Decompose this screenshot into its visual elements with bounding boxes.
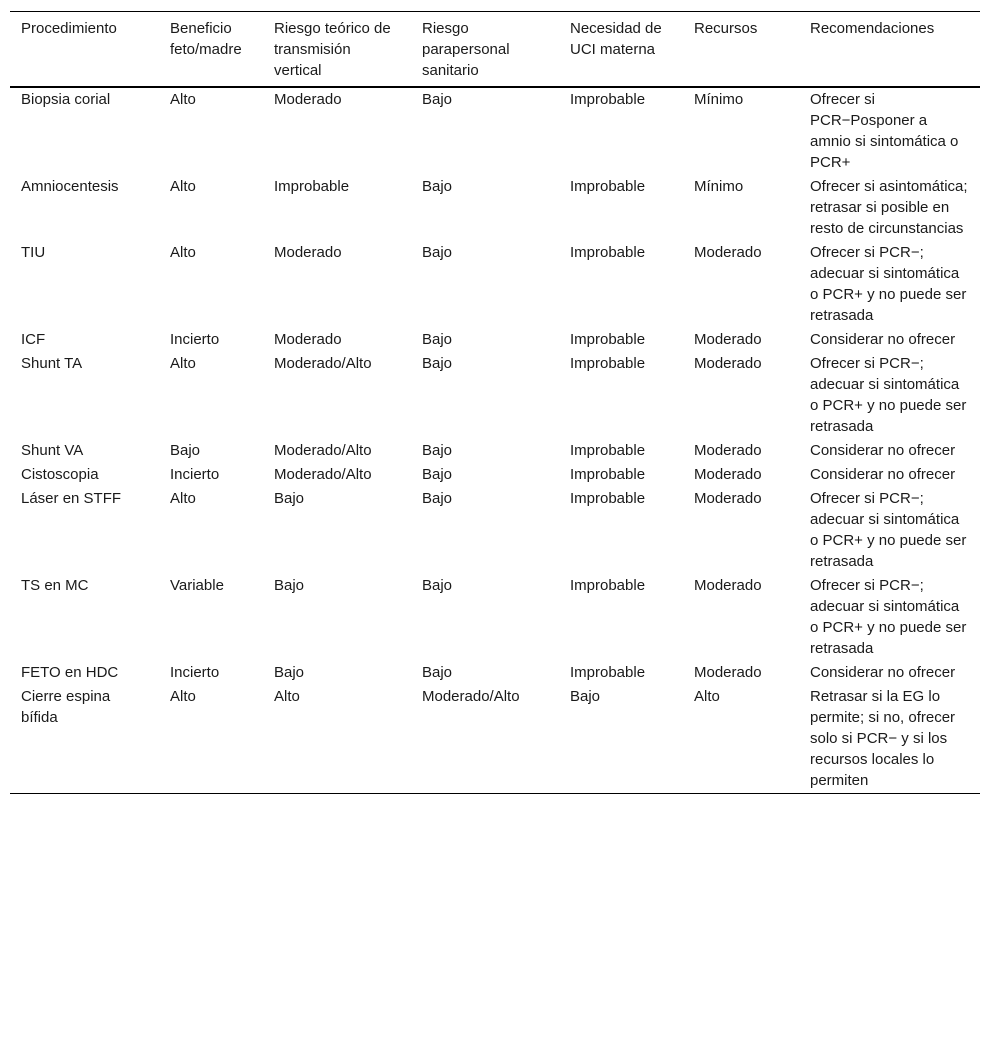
cell-necesidad-uci: Improbable <box>570 91 646 108</box>
cell-riesgo-transmision: Bajo <box>274 490 305 507</box>
cell-recursos: Moderado <box>694 577 762 594</box>
cell-procedimiento: TS en MC <box>21 577 89 594</box>
cell-necesidad-uci: Improbable <box>570 244 646 261</box>
cell-procedimiento: Cierre espina bífida <box>21 688 111 726</box>
cell-necesidad-uci: Bajo <box>570 688 601 705</box>
cell-riesgo-transmision: Moderado <box>274 91 342 108</box>
cell-necesidad-uci: Improbable <box>570 664 646 681</box>
table-row <box>10 661 980 685</box>
cell-riesgo-personal: Moderado/Alto <box>422 688 520 705</box>
cell-riesgo-transmision: Alto <box>274 688 300 705</box>
cell-recursos: Moderado <box>694 442 762 459</box>
cell-recursos: Mínimo <box>694 178 744 195</box>
header-recursos: Recursos <box>694 20 758 37</box>
cell-procedimiento: Biopsia corial <box>21 91 111 108</box>
cell-beneficio: Alto <box>170 178 196 195</box>
cell-beneficio: Bajo <box>170 442 201 459</box>
cell-recomendaciones: Ofrecer si PCR−; adecuar si sintomática o PCR+ y no puede ser retrasada <box>810 577 967 657</box>
cell-recomendaciones: Considerar no ofrecer <box>810 664 956 681</box>
cell-riesgo-personal: Bajo <box>422 355 453 372</box>
cell-recomendaciones: Ofrecer si PCR−Posponer a amnio si sintomática o PCR+ <box>810 91 959 171</box>
table-row <box>10 685 980 794</box>
cell-riesgo-personal: Bajo <box>422 466 453 483</box>
cell-necesidad-uci: Improbable <box>570 442 646 459</box>
cell-riesgo-transmision: Moderado/Alto <box>274 466 372 483</box>
cell-necesidad-uci: Improbable <box>570 355 646 372</box>
header-beneficio: Beneficio feto/madre <box>170 20 242 58</box>
cell-recomendaciones: Considerar no ofrecer <box>810 442 956 459</box>
table-row <box>10 574 980 661</box>
cell-procedimiento: FETO en HDC <box>21 664 119 681</box>
cell-riesgo-personal: Bajo <box>422 331 453 348</box>
cell-beneficio: Incierto <box>170 466 220 483</box>
cell-recomendaciones: Retrasar si la EG lo permite; si no, ofrecer solo si PCR− y si los recursos locales lo permiten <box>810 688 956 789</box>
cell-beneficio: Alto <box>170 244 196 261</box>
table-row <box>10 241 980 328</box>
cell-riesgo-transmision: Moderado <box>274 244 342 261</box>
cell-recomendaciones: Ofrecer si PCR−; adecuar si sintomática o PCR+ y no puede ser retrasada <box>810 355 967 435</box>
cell-riesgo-transmision: Bajo <box>274 577 305 594</box>
procedures-table <box>10 11 980 794</box>
cell-recomendaciones: Ofrecer si PCR−; adecuar si sintomática o PCR+ y no puede ser retrasada <box>810 244 967 324</box>
header-procedimiento: Procedimiento <box>21 20 117 37</box>
cell-recursos: Moderado <box>694 490 762 507</box>
cell-beneficio: Incierto <box>170 664 220 681</box>
cell-riesgo-transmision: Bajo <box>274 664 305 681</box>
cell-riesgo-personal: Bajo <box>422 91 453 108</box>
cell-necesidad-uci: Improbable <box>570 577 646 594</box>
cell-procedimiento: Amniocentesis <box>21 178 119 195</box>
cell-recursos: Moderado <box>694 244 762 261</box>
cell-riesgo-transmision: Moderado/Alto <box>274 355 372 372</box>
cell-riesgo-transmision: Improbable <box>274 178 350 195</box>
cell-procedimiento: Cistoscopia <box>21 466 99 483</box>
cell-necesidad-uci: Improbable <box>570 466 646 483</box>
cell-recomendaciones: Ofrecer si asintomática; retrasar si posible en resto de circunstancias <box>810 178 968 237</box>
cell-procedimiento: TIU <box>21 244 46 261</box>
cell-beneficio: Incierto <box>170 331 220 348</box>
cell-riesgo-personal: Bajo <box>422 442 453 459</box>
cell-procedimiento: ICF <box>21 331 46 348</box>
cell-necesidad-uci: Improbable <box>570 331 646 348</box>
cell-riesgo-personal: Bajo <box>422 490 453 507</box>
table-row <box>10 352 980 439</box>
cell-recomendaciones: Ofrecer si PCR−; adecuar si sintomática o PCR+ y no puede ser retrasada <box>810 490 967 570</box>
header-row <box>10 12 980 88</box>
header-necesidad-uci: Necesidad de UCI materna <box>570 20 662 58</box>
cell-procedimiento: Shunt TA <box>21 355 83 372</box>
cell-recursos: Alto <box>694 688 720 705</box>
cell-beneficio: Alto <box>170 91 196 108</box>
table-row <box>10 463 980 487</box>
cell-recomendaciones: Considerar no ofrecer <box>810 331 956 348</box>
table-row <box>10 439 980 463</box>
cell-riesgo-personal: Bajo <box>422 664 453 681</box>
cell-beneficio: Alto <box>170 688 196 705</box>
table-body <box>10 87 980 794</box>
table-row <box>10 328 980 352</box>
cell-recomendaciones: Considerar no ofrecer <box>810 466 956 483</box>
cell-necesidad-uci: Improbable <box>570 178 646 195</box>
header-riesgo-personal: Riesgo parapersonal sanitario <box>422 20 510 79</box>
cell-riesgo-transmision: Moderado <box>274 331 342 348</box>
cell-riesgo-personal: Bajo <box>422 244 453 261</box>
cell-procedimiento: Láser en STFF <box>21 490 122 507</box>
cell-riesgo-personal: Bajo <box>422 178 453 195</box>
cell-riesgo-transmision: Moderado/Alto <box>274 442 372 459</box>
table-row <box>10 175 980 241</box>
procedures-table-container <box>10 11 980 794</box>
cell-necesidad-uci: Improbable <box>570 490 646 507</box>
cell-recursos: Moderado <box>694 355 762 372</box>
table-row <box>10 87 980 175</box>
cell-beneficio: Alto <box>170 355 196 372</box>
cell-recursos: Moderado <box>694 466 762 483</box>
cell-recursos: Moderado <box>694 664 762 681</box>
header-recomendaciones: Recomendaciones <box>810 20 935 37</box>
header-riesgo-transmision: Riesgo teórico de transmisión vertical <box>274 20 391 79</box>
cell-beneficio: Alto <box>170 490 196 507</box>
table-header <box>10 12 980 88</box>
cell-recursos: Moderado <box>694 331 762 348</box>
cell-riesgo-personal: Bajo <box>422 577 453 594</box>
cell-beneficio: Variable <box>170 577 224 594</box>
cell-recursos: Mínimo <box>694 91 744 108</box>
table-row <box>10 487 980 574</box>
cell-procedimiento: Shunt VA <box>21 442 84 459</box>
